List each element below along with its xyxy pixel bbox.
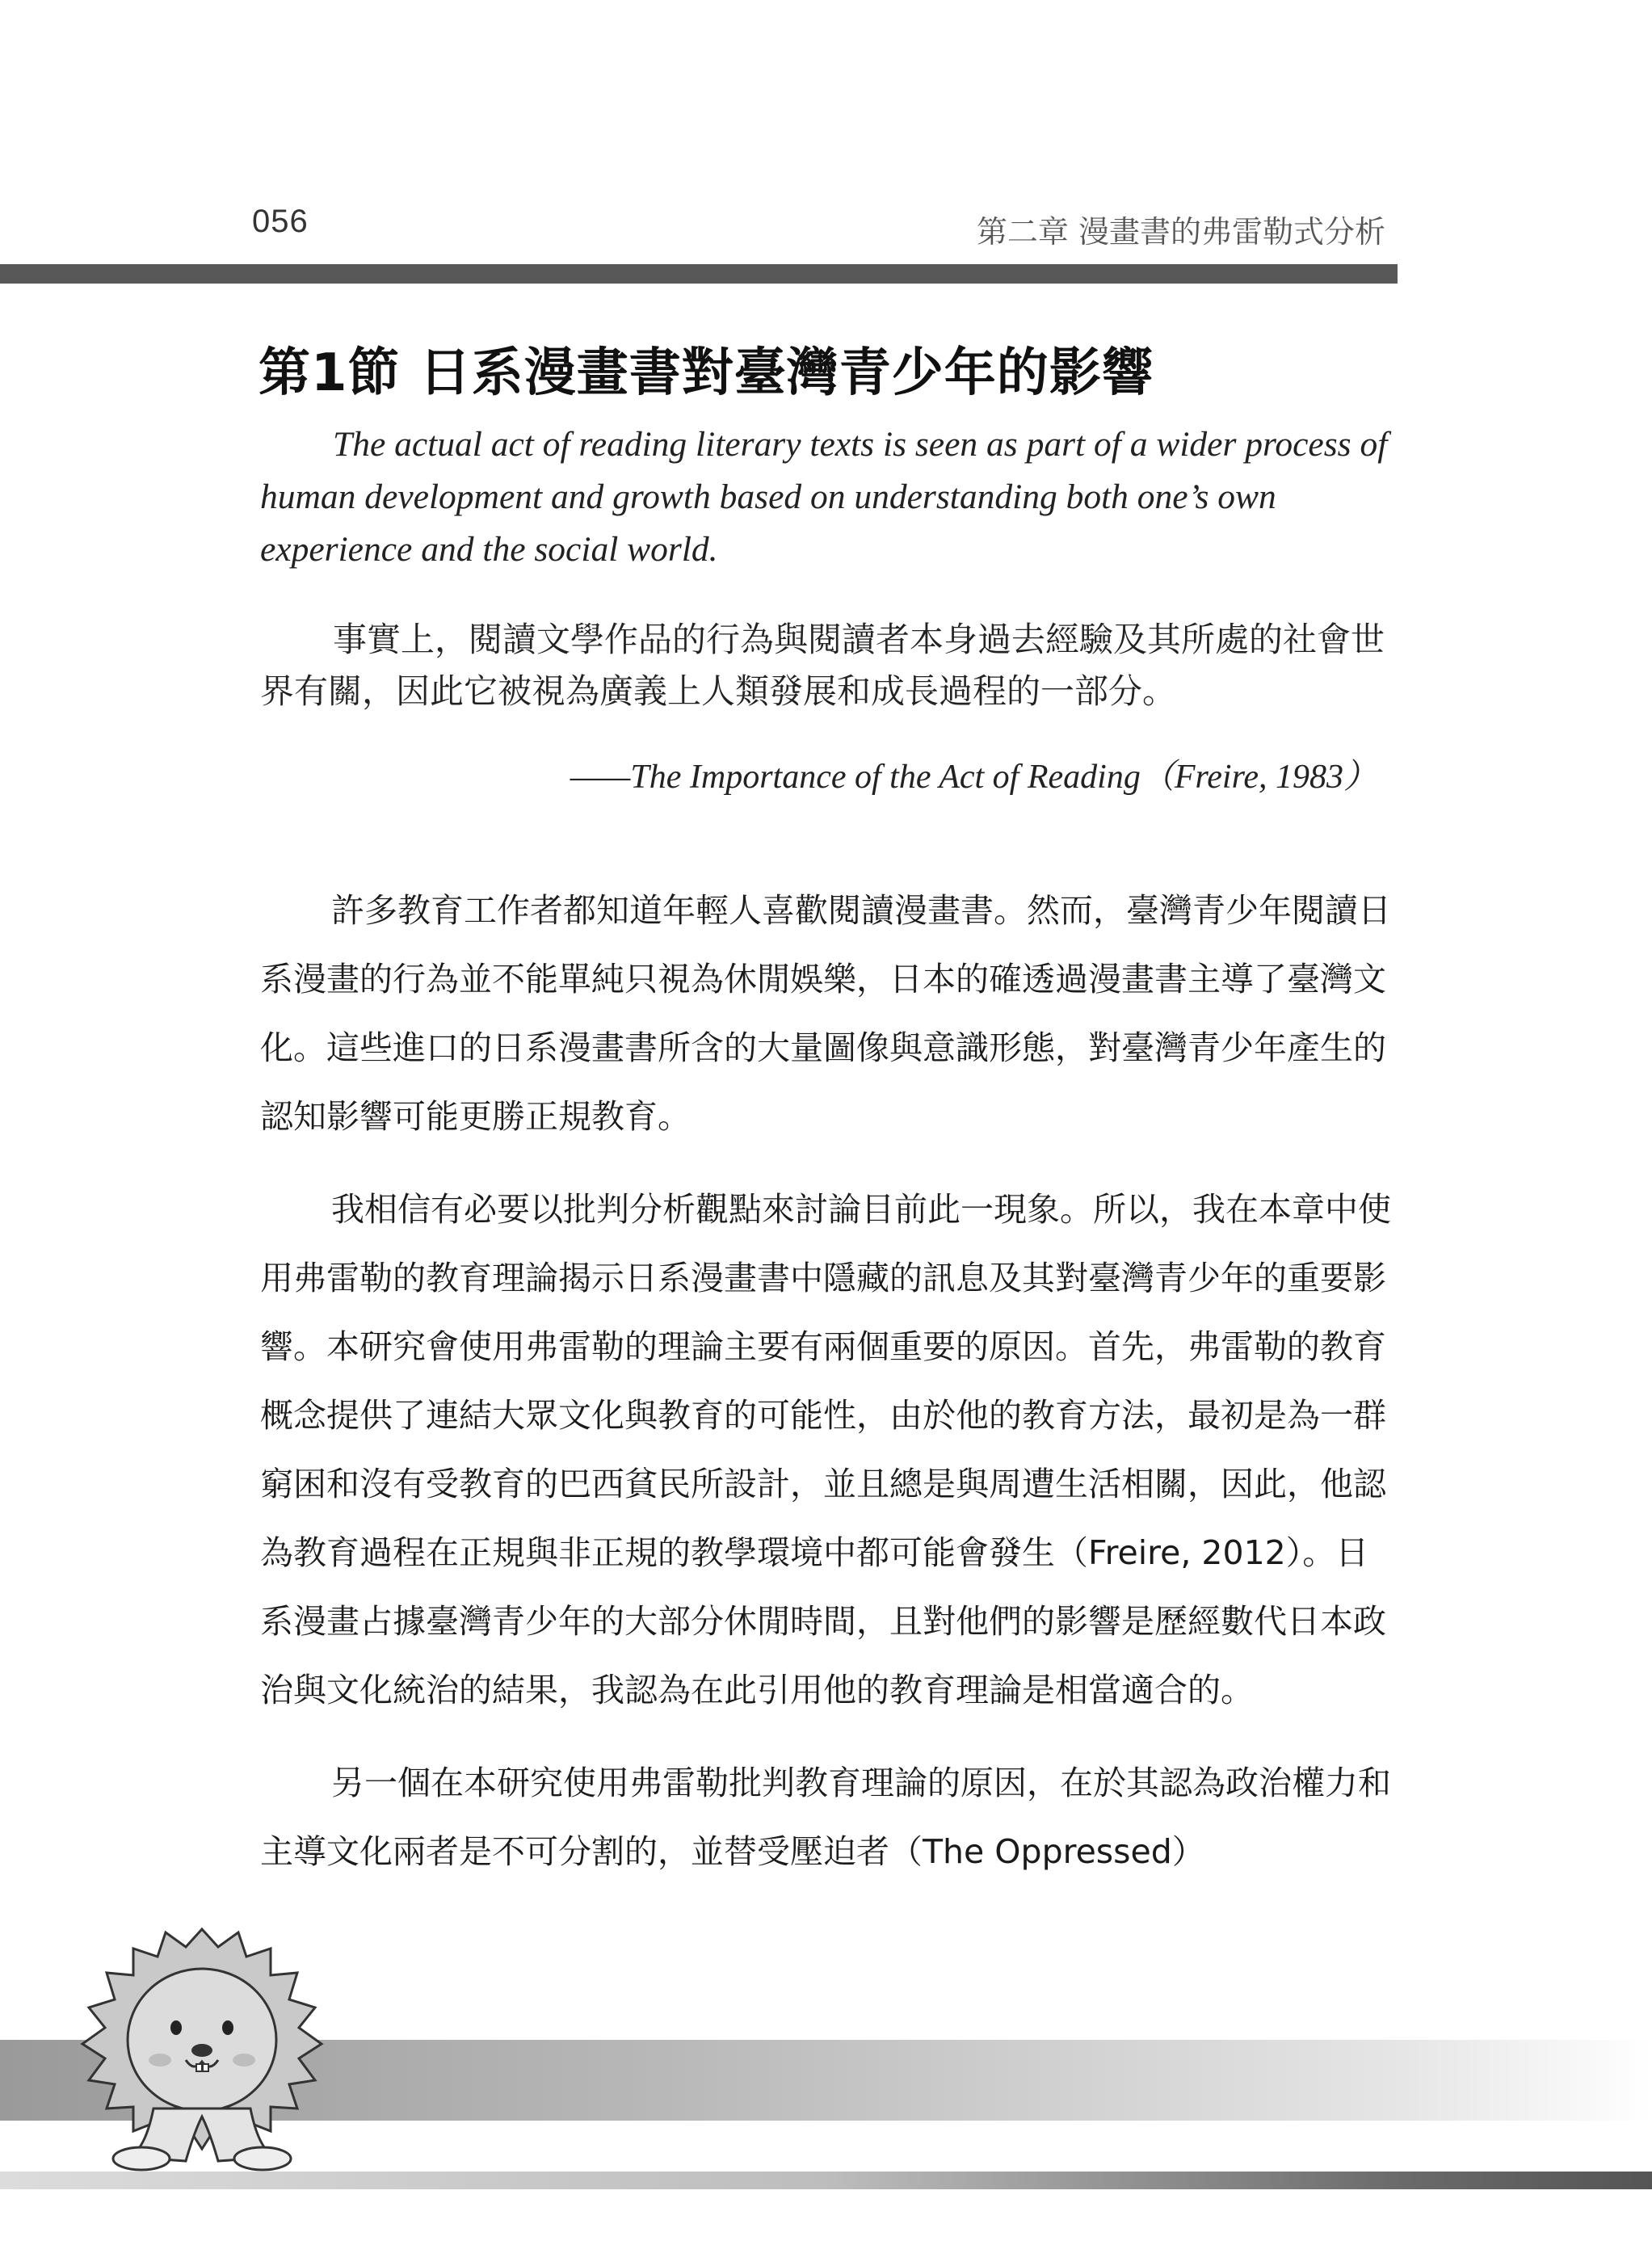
epigraph-chinese-text: 事實上，閱讀文學作品的行為與閱讀者本身過去經驗及其所處的社會世界有關，因此它被視為廣義上人類發展和成長過程的一部分。: [260, 620, 1385, 711]
epigraph-english: [260, 418, 1391, 576]
body-paragraph: 我相信有必要以批判分析觀點來討論目前此一現象。所以，我在本章中使用弗雷勒的教育理論揭示日系漫畫書中隱藏的訊息及其對臺灣青少年的重要影響。本研究會使用弗雷勒的理論主要有兩個重要的原因。首先，弗雷勒的教育概念提供了連結大眾文化與教育的可能性，由於他的教育方法，最初是為一群窮困和沒有受教育的巴西貧民所設計，並且總是與周遭生活相關，因此，他認為教育過程在正規與非正規的教學環境中都可能會發生（Freire, 2012）。日系漫畫占據臺灣青少年的大部分休閒時間，且對他們的影響是歷經數代日本政治與文化統治的結果，我認為在此引用他的教育理論是相當適合的。: [260, 1190, 1391, 1709]
page-number: 056: [252, 204, 309, 239]
body-paragraph: 另一個在本研究使用弗雷勒批判教育理論的原因，在於其認為政治權力和主導文化兩者是不可分割的，並替受壓迫者（The Oppressed）: [260, 1764, 1391, 1871]
body-paragraph: 許多教育工作者都知道年輕人喜歡閱讀漫畫書。然而，臺灣青少年閱讀日系漫畫的行為並不能單純只視為休閒娛樂，日本的確透過漫畫書主導了臺灣文化。這些進口的日系漫畫書所含的大量圖像與意識形態，對臺灣青少年產生的認知影響可能更勝正規教育。: [260, 891, 1391, 1136]
section-title: 第1節 日系漫畫書對臺灣青少年的影響: [259, 343, 1154, 403]
lion-mascot-icon: [65, 1915, 339, 2181]
epigraph-source: ——The Importance of the Act of Reading（Freire, 1983）: [570, 759, 1377, 796]
chapter-running-header: 第二章 漫畫書的弗雷勒式分析: [976, 214, 1385, 250]
epigraph-english-text: The actual act of reading literary texts is seen as part of a wider process of human development and growth based on understanding both one’s own experience and the social world.: [260, 425, 1388, 569]
body-text: [260, 877, 1391, 1886]
header-rule: [0, 264, 1398, 284]
epigraph-chinese: [260, 614, 1391, 717]
